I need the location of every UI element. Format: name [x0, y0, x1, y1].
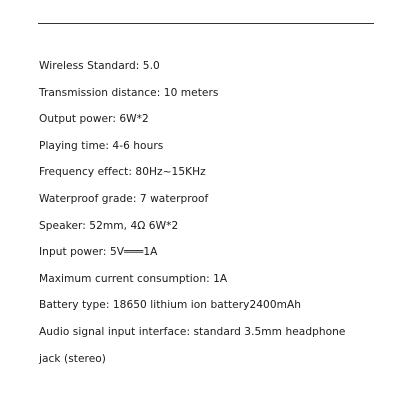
spec-frequency-effect: Frequency effect: 80Hz~15KHz	[39, 166, 206, 179]
spec-list	[39, 56, 346, 375]
spec-audio-interface: Audio signal input interface: standard 3.5mm headphone	[39, 325, 346, 338]
spec-waterproof-grade: Waterproof grade: 7 waterproof	[39, 192, 209, 205]
spec-battery-type: Battery type: 18650 lithium ion battery2400mAh	[39, 299, 302, 312]
top-divider	[38, 23, 374, 24]
spec-max-current: Maximum current consumption: 1A	[39, 272, 228, 285]
spec-output-power: Output power: 6W*2	[39, 113, 149, 126]
spec-wireless-standard: Wireless Standard: 5.0	[39, 60, 160, 72]
spec-input-power: Input power: 5V═══1A	[39, 246, 158, 259]
spec-audio-interface-continued: jack (stereo)	[39, 352, 106, 365]
spec-transmission-distance: Transmission distance: 10 meters	[39, 86, 219, 99]
spec-playing-time: Playing time: 4-6 hours	[39, 139, 164, 152]
spec-speaker: Speaker: 52mm, 4Ω 6W*2	[39, 219, 179, 232]
